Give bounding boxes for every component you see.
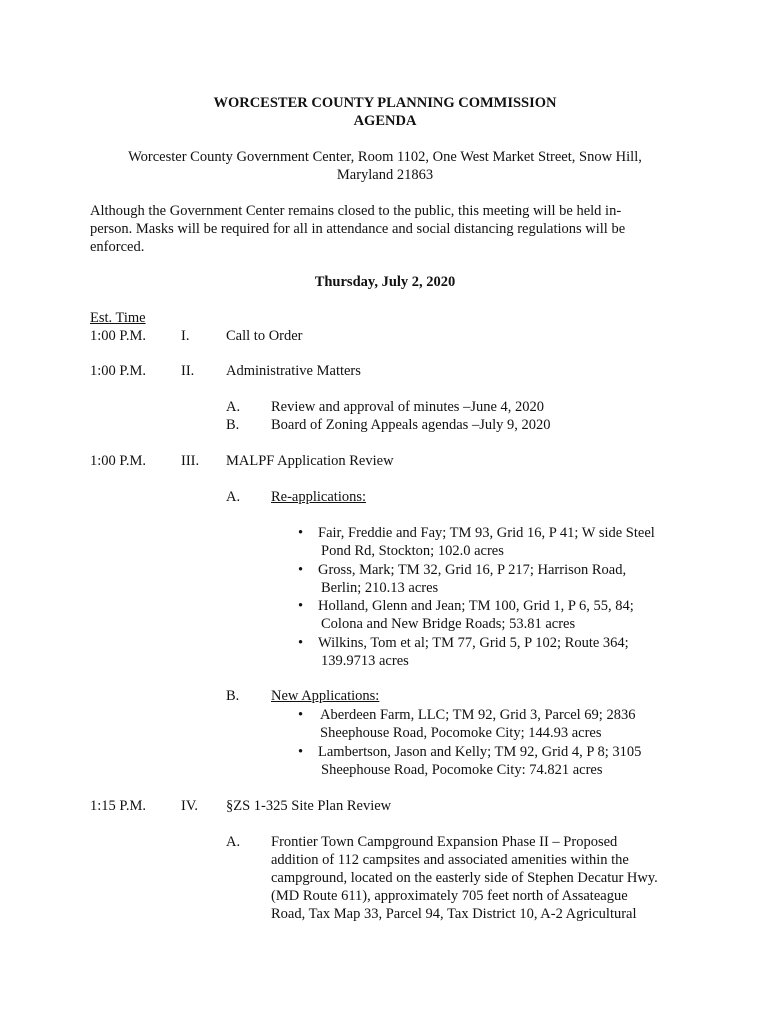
item-4-time: 1:15 P.M. (90, 798, 147, 814)
item-3-time: 1:00 P.M. (90, 453, 147, 469)
new-applications-heading: New Applications: (271, 688, 380, 704)
bullet-icon: • (298, 525, 304, 541)
notice-line-3: enforced. (90, 239, 145, 255)
site-plan-desc-line-1: Frontier Town Campground Expansion Phase II – Proposed (271, 834, 618, 850)
item-1-time: 1:00 P.M. (90, 328, 147, 344)
list-item-line: 139.9713 acres (321, 653, 409, 669)
item-2-sub-b-letter: B. (226, 417, 240, 433)
item-1-number: I. (181, 328, 190, 344)
item-2-sub-b-text: Board of Zoning Appeals agendas –July 9, 2020 (271, 417, 551, 433)
item-3-title: MALPF Application Review (226, 453, 394, 469)
bullet-icon: • (298, 598, 304, 614)
notice-line-2: person. Masks will be required for all in attendance and social distancing regulations will be (90, 221, 626, 237)
item-3-sub-a-letter: A. (226, 489, 241, 505)
bullet-icon: • (298, 744, 304, 760)
item-3-number: III. (181, 453, 200, 469)
item-2-sub-a-letter: A. (226, 399, 241, 415)
reapplications-heading: Re-applications: (271, 489, 367, 505)
meeting-date: Thursday, July 2, 2020 (314, 274, 456, 290)
item-1-title: Call to Order (226, 328, 303, 344)
list-item-line: Lambertson, Jason and Kelly; TM 92, Grid 4, P 8; 3105 (318, 744, 642, 760)
est-time-label: Est. Time (90, 310, 146, 326)
item-4-number: IV. (181, 798, 199, 814)
item-2-title: Administrative Matters (226, 363, 361, 379)
notice-line-1: Although the Government Center remains closed to the public, this meeting will be held in- (90, 203, 622, 219)
site-plan-desc-line-4: (MD Route 611), approximately 705 feet north of Assateague (271, 888, 628, 904)
item-4-sub-a-letter: A. (226, 834, 241, 850)
list-item-line: Wilkins, Tom et al; TM 77, Grid 5, P 102; Route 364; (318, 635, 629, 651)
list-item-line: Sheephouse Road, Pocomoke City: 74.821 acres (321, 762, 603, 778)
site-plan-desc-line-3: campground, located on the easterly side of Stephen Decatur Hwy. (271, 870, 658, 886)
item-2-sub-a-text: Review and approval of minutes –June 4, 2020 (271, 399, 545, 415)
list-item-line: Aberdeen Farm, LLC; TM 92, Grid 3, Parcel 69; 2836 (320, 707, 636, 723)
document-subtitle: AGENDA (353, 113, 417, 129)
location-line-2: Maryland 21863 (336, 167, 434, 183)
list-item-line: Colona and New Bridge Roads; 53.81 acres (321, 616, 576, 632)
location-line-1: Worcester County Government Center, Room 1102, One West Market Street, Snow Hill, (128, 149, 642, 165)
site-plan-desc-line-2: addition of 112 campsites and associated amenities within the (271, 852, 629, 868)
site-plan-desc-line-5: Road, Tax Map 33, Parcel 94, Tax District 10, A-2 Agricultural (271, 906, 637, 922)
item-3-sub-b-letter: B. (226, 688, 240, 704)
item-2-time: 1:00 P.M. (90, 363, 147, 379)
bullet-icon: • (298, 635, 304, 651)
item-2-number: II. (181, 363, 195, 379)
bullet-icon: • (298, 562, 304, 578)
list-item-line: Berlin; 210.13 acres (321, 580, 439, 596)
list-item-line: Gross, Mark; TM 32, Grid 16, P 217; Harrison Road, (318, 562, 627, 578)
list-item-line: Holland, Glenn and Jean; TM 100, Grid 1, P 6, 55, 84; (318, 598, 634, 614)
item-4-title: §ZS 1-325 Site Plan Review (226, 798, 392, 814)
bullet-icon: • (298, 707, 304, 723)
list-item-line: Fair, Freddie and Fay; TM 93, Grid 16, P 41; W side Steel (318, 525, 655, 541)
document-title: WORCESTER COUNTY PLANNING COMMISSION (213, 95, 557, 111)
list-item-line: Pond Rd, Stockton; 102.0 acres (321, 543, 504, 559)
list-item-line: Sheephouse Road, Pocomoke City; 144.93 acres (320, 725, 602, 741)
